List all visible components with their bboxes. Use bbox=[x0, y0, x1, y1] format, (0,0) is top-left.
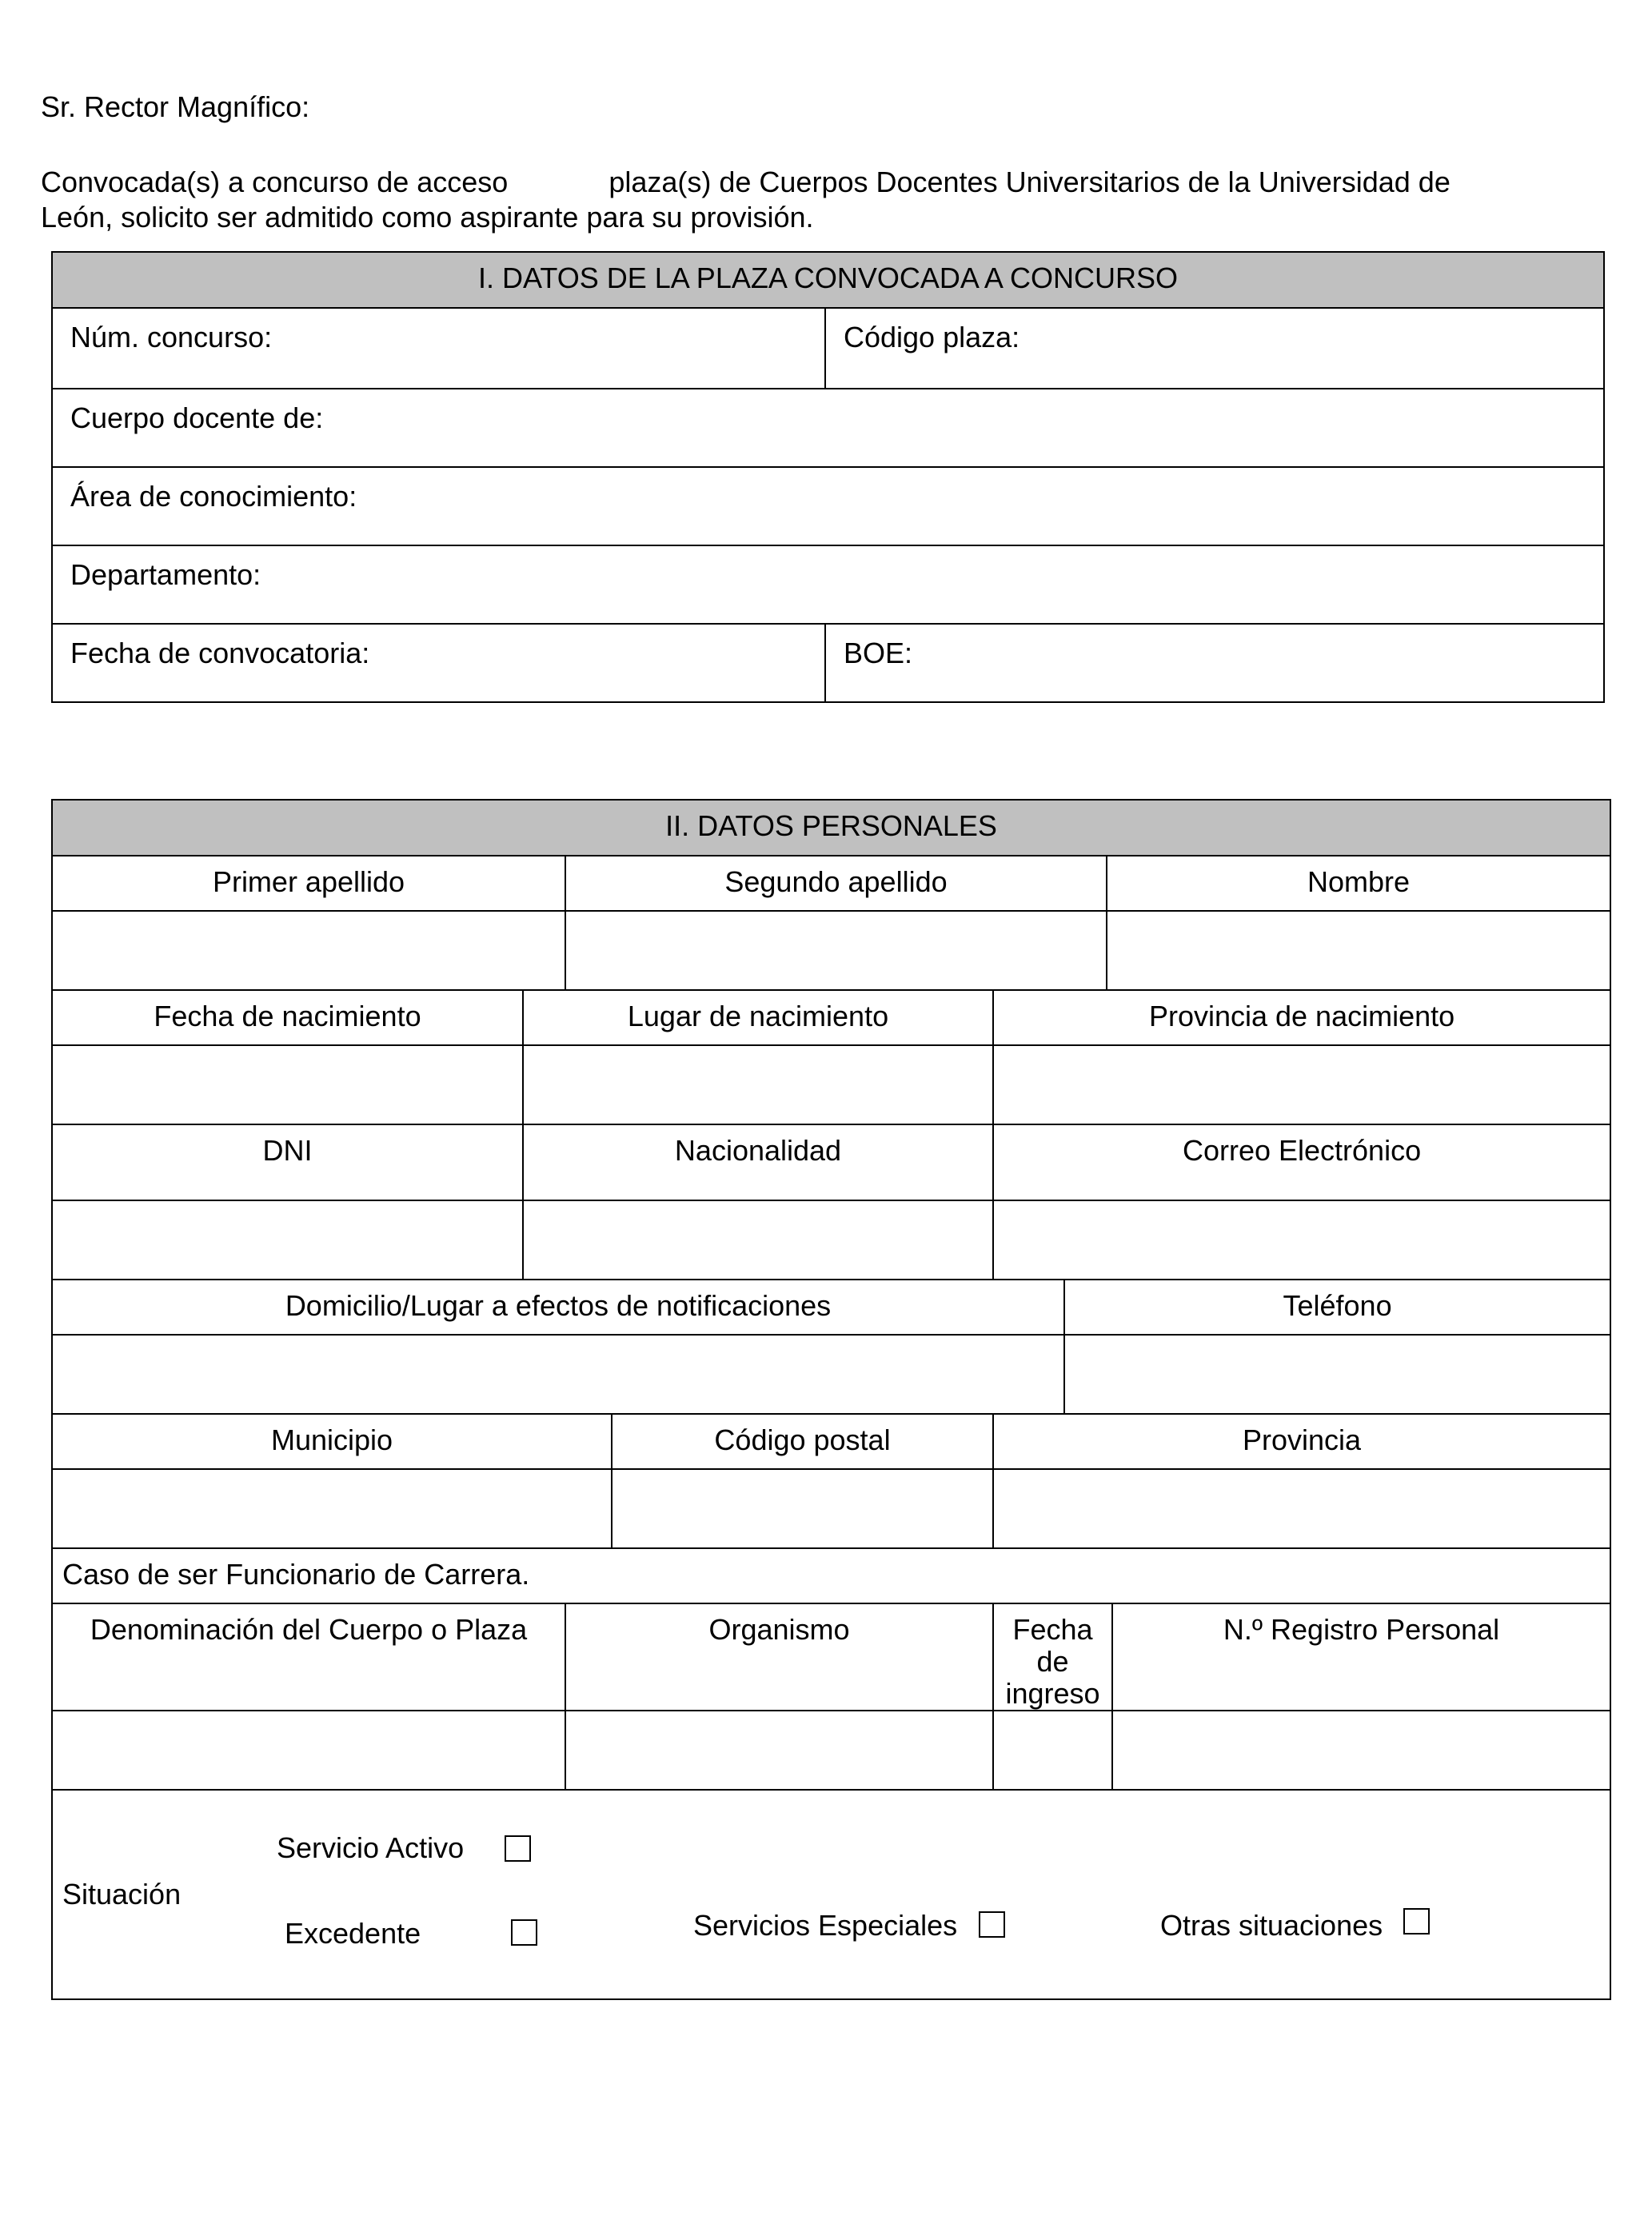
cuerpo-docente-field[interactable] bbox=[52, 389, 1604, 467]
nombre-label: Nombre bbox=[1107, 856, 1610, 911]
denominacion-label: Denominación del Cuerpo o Plaza bbox=[52, 1603, 565, 1711]
servicio-activo-checkbox[interactable] bbox=[505, 1835, 531, 1862]
personal-data-table bbox=[51, 799, 1611, 2000]
codigo-plaza-label: Código plaza: bbox=[844, 321, 1020, 353]
area-field[interactable] bbox=[52, 467, 1604, 545]
num-concurso-field[interactable] bbox=[52, 308, 825, 389]
correo-input[interactable] bbox=[993, 1200, 1610, 1280]
cuerpo-docente-label: Cuerpo docente de: bbox=[70, 401, 324, 434]
intro-text-part2: plaza(s) de Cuerpos Docentes Universitarios de la Universidad de bbox=[609, 166, 1450, 198]
section1-title: I. DATOS DE LA PLAZA CONVOCADA A CONCURSO bbox=[52, 252, 1604, 308]
dni-label: DNI bbox=[52, 1124, 523, 1200]
nombre-input[interactable] bbox=[1107, 911, 1610, 990]
intro-paragraph bbox=[41, 165, 1450, 235]
segundo-apellido-label: Segundo apellido bbox=[565, 856, 1107, 911]
fecha-ingreso-label: Fecha de ingreso bbox=[993, 1603, 1112, 1711]
organismo-input[interactable] bbox=[565, 1711, 993, 1790]
nacionalidad-label: Nacionalidad bbox=[523, 1124, 993, 1200]
intro-text-line2: León, solicito ser admitido como aspirante para su provisión. bbox=[41, 201, 814, 234]
fecha-nacimiento-label: Fecha de nacimiento bbox=[52, 990, 523, 1045]
greeting: Sr. Rector Magnífico: bbox=[41, 90, 310, 123]
provincia-input[interactable] bbox=[993, 1469, 1610, 1548]
servicio-activo-label: Servicio Activo bbox=[277, 1831, 465, 1864]
otras-situaciones-checkbox[interactable] bbox=[1403, 1908, 1430, 1935]
segundo-apellido-input[interactable] bbox=[565, 911, 1107, 990]
provincia-nacimiento-label: Provincia de nacimiento bbox=[993, 990, 1610, 1045]
servicios-especiales-label: Servicios Especiales bbox=[693, 1909, 958, 1942]
registro-personal-label: N.º Registro Personal bbox=[1112, 1603, 1610, 1711]
section2-title: II. DATOS PERSONALES bbox=[52, 800, 1610, 856]
fecha-convocatoria-field[interactable] bbox=[52, 624, 825, 702]
fecha-ingreso-input[interactable] bbox=[993, 1711, 1112, 1790]
boe-label: BOE: bbox=[844, 637, 913, 669]
fecha-nacimiento-input[interactable] bbox=[52, 1045, 523, 1124]
departamento-label: Departamento: bbox=[70, 558, 261, 591]
codigo-postal-input[interactable] bbox=[612, 1469, 993, 1548]
organismo-label: Organismo bbox=[565, 1603, 993, 1711]
otras-situaciones-label: Otras situaciones bbox=[1160, 1909, 1383, 1942]
codigo-postal-label: Código postal bbox=[612, 1414, 993, 1469]
primer-apellido-label: Primer apellido bbox=[52, 856, 565, 911]
lugar-nacimiento-label: Lugar de nacimiento bbox=[523, 990, 993, 1045]
excedente-label: Excedente bbox=[285, 1917, 421, 1950]
municipio-label: Municipio bbox=[52, 1414, 612, 1469]
domicilio-label: Domicilio/Lugar a efectos de notificaciones bbox=[52, 1280, 1064, 1335]
registro-personal-input[interactable] bbox=[1112, 1711, 1610, 1790]
telefono-input[interactable] bbox=[1064, 1335, 1610, 1414]
provincia-label: Provincia bbox=[993, 1414, 1610, 1469]
codigo-plaza-field[interactable] bbox=[825, 308, 1604, 389]
dni-input[interactable] bbox=[52, 1200, 523, 1280]
provincia-nacimiento-input[interactable] bbox=[993, 1045, 1610, 1124]
correo-label: Correo Electrónico bbox=[993, 1124, 1610, 1200]
lugar-nacimiento-input[interactable] bbox=[523, 1045, 993, 1124]
excedente-checkbox[interactable] bbox=[511, 1919, 537, 1946]
denominacion-input[interactable] bbox=[52, 1711, 565, 1790]
primer-apellido-input[interactable] bbox=[52, 911, 565, 990]
intro-text-part1: Convocada(s) a concurso de acceso bbox=[41, 166, 509, 198]
municipio-input[interactable] bbox=[52, 1469, 612, 1548]
area-label: Área de conocimiento: bbox=[70, 480, 357, 513]
plaza-data-table bbox=[51, 251, 1605, 703]
situacion-cell bbox=[52, 1790, 1610, 1999]
departamento-field[interactable] bbox=[52, 545, 1604, 624]
boe-field[interactable] bbox=[825, 624, 1604, 702]
servicios-especiales-checkbox[interactable] bbox=[979, 1911, 1005, 1938]
funcionario-caption: Caso de ser Funcionario de Carrera. bbox=[52, 1548, 1610, 1603]
situacion-label: Situación bbox=[62, 1878, 182, 1911]
telefono-label: Teléfono bbox=[1064, 1280, 1610, 1335]
fecha-convocatoria-label: Fecha de convocatoria: bbox=[70, 637, 370, 669]
nacionalidad-input[interactable] bbox=[523, 1200, 993, 1280]
num-concurso-label: Núm. concurso: bbox=[70, 321, 273, 353]
domicilio-input[interactable] bbox=[52, 1335, 1064, 1414]
